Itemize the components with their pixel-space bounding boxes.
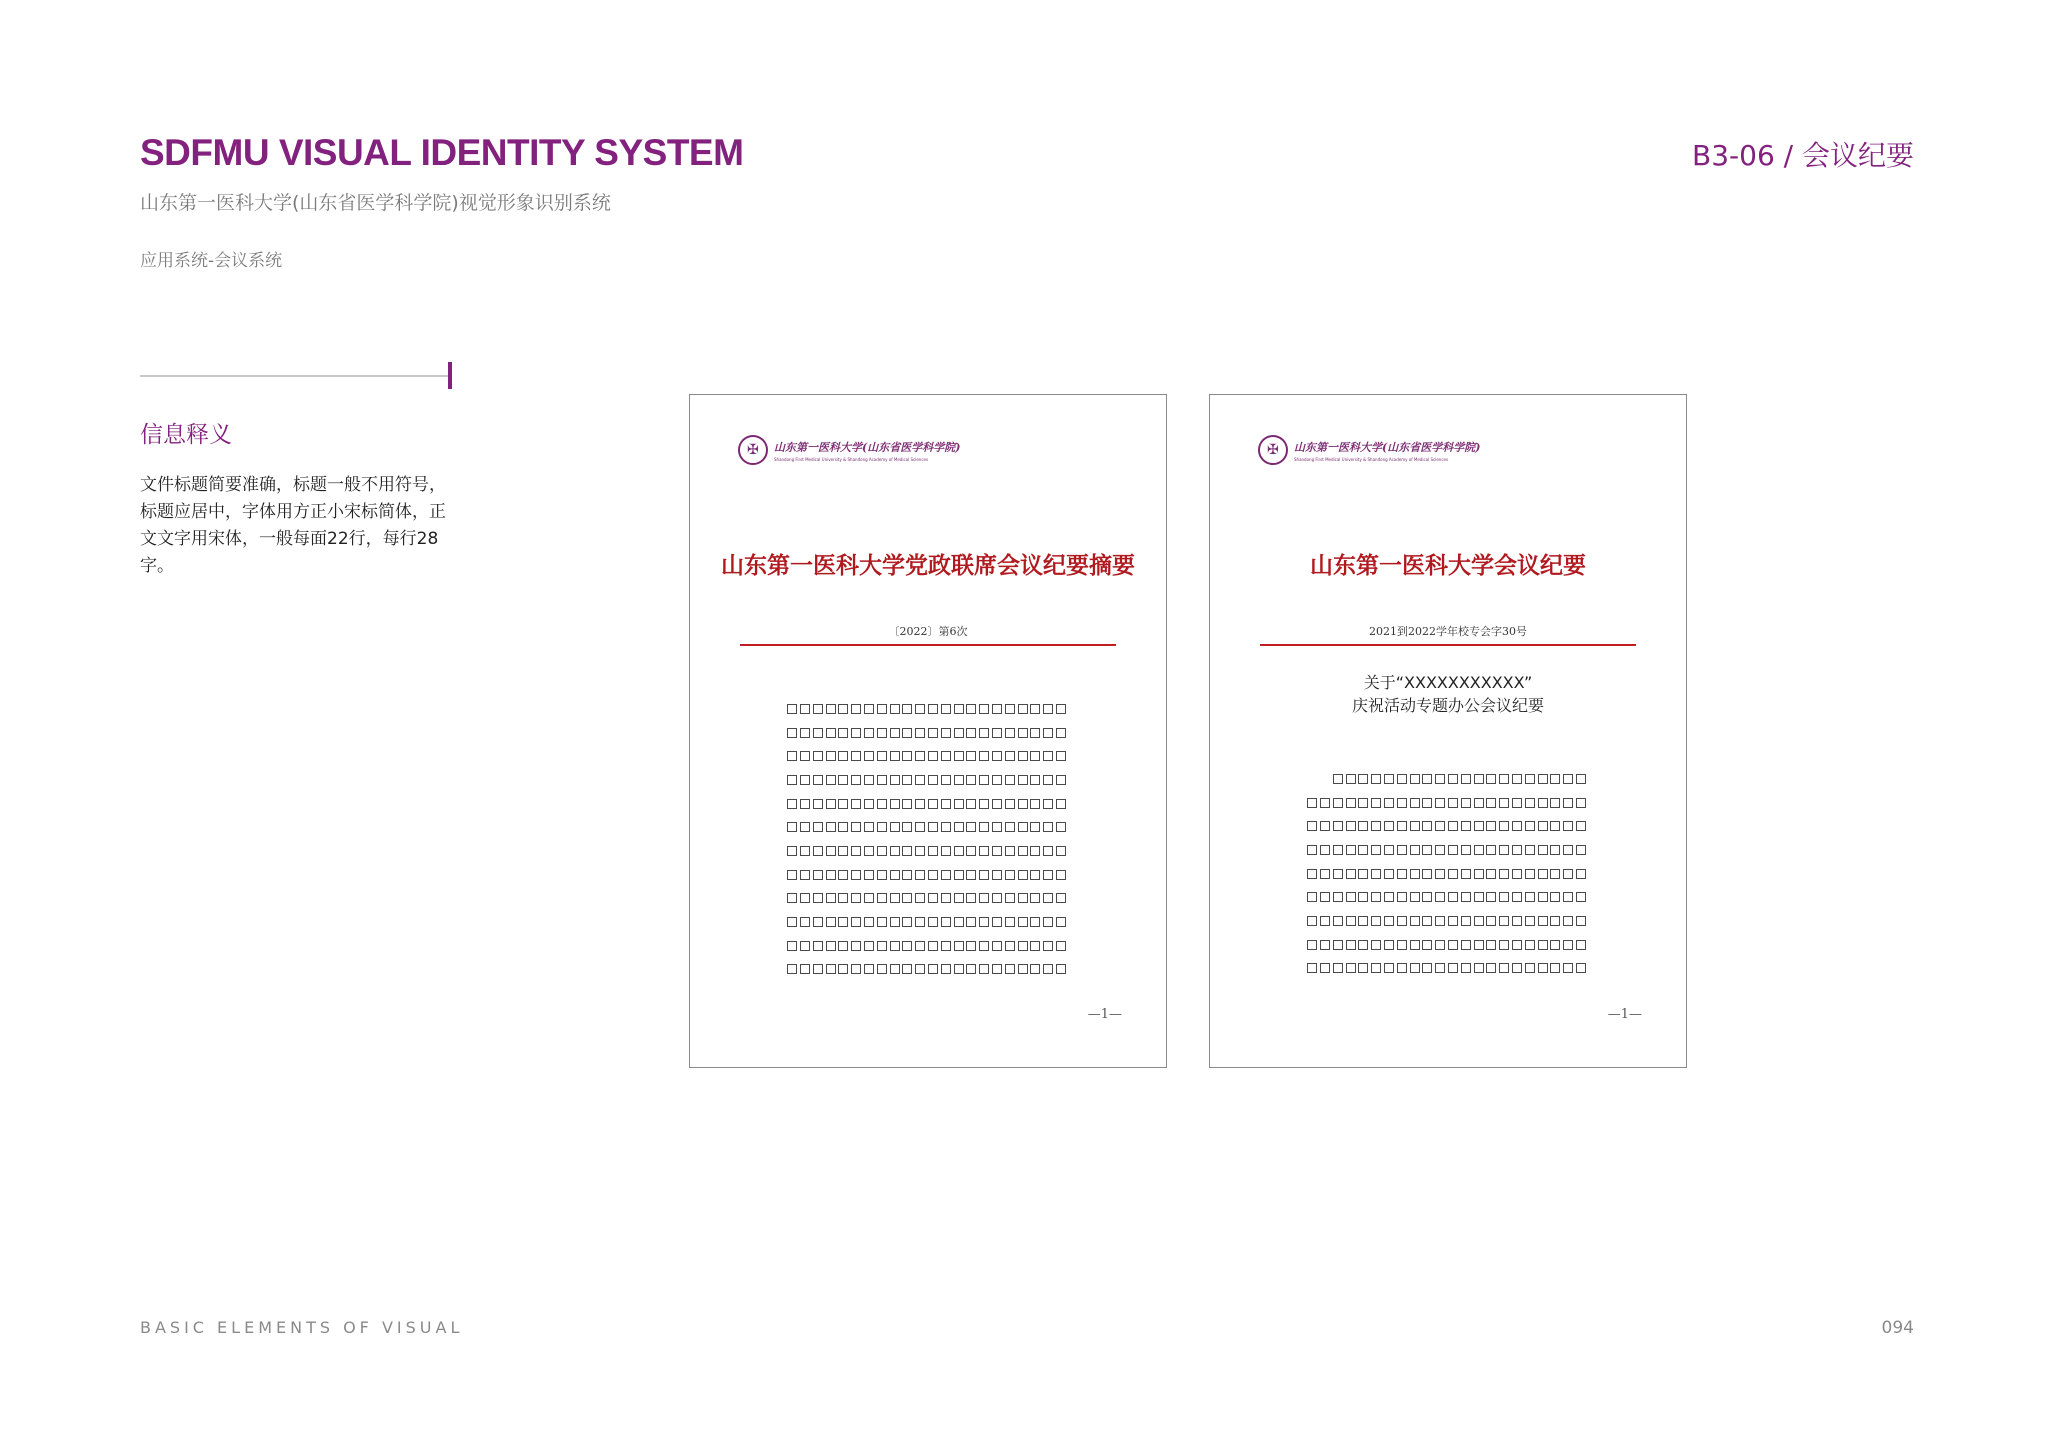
divider-accent-mark — [448, 362, 452, 389]
page-subtitle: 山东第一医科大学(山东省医学科学院)视觉形象识别系统 — [140, 192, 611, 214]
body-text-grid — [690, 697, 1166, 981]
university-logo — [738, 435, 960, 465]
university-logo — [1258, 435, 1480, 465]
body-text-line — [690, 910, 1166, 934]
body-text-line — [1210, 767, 1686, 791]
info-heading: 信息释义 — [140, 422, 232, 448]
body-text-line — [690, 934, 1166, 958]
document-number: 2021到2022学年校专会字30号 — [1369, 625, 1527, 638]
page-code: B3-06 / 会议纪要 — [1692, 139, 1914, 172]
body-text-line — [1210, 885, 1686, 909]
meeting-minutes-summary-document — [689, 394, 1167, 1068]
body-text-line — [690, 839, 1166, 863]
meeting-subject-heading — [1210, 671, 1686, 717]
document-page-number: —1— — [1607, 1007, 1642, 1022]
body-text-line — [1210, 862, 1686, 886]
section-divider — [140, 375, 450, 377]
body-text-line — [690, 721, 1166, 745]
body-text-line — [690, 697, 1166, 721]
university-seal-icon: ✠ — [1258, 435, 1288, 465]
body-text-line — [1210, 957, 1686, 981]
body-text-line — [690, 958, 1166, 982]
footer-caption: BASIC ELEMENTS OF VISUAL — [140, 1318, 464, 1337]
section-label: 应用系统-会议系统 — [140, 251, 283, 271]
meeting-minutes-document — [1209, 394, 1687, 1068]
red-separator-rule — [740, 644, 1116, 646]
document-title: 山东第一医科大学会议纪要 — [1310, 552, 1586, 579]
body-text-line — [1210, 791, 1686, 815]
body-text-line — [690, 815, 1166, 839]
meeting-subject-line-2: 庆祝活动专题办公会议纪要 — [1351, 696, 1544, 715]
body-text-line — [1210, 814, 1686, 838]
footer-page-number: 094 — [1881, 1318, 1914, 1338]
page-title: SDFMU VISUAL IDENTITY SYSTEM — [140, 132, 744, 173]
logo-english-name: Shandong First Medical University & Shandong Academy of Medical Sciences — [774, 456, 929, 462]
body-text-grid — [1210, 767, 1686, 980]
body-text-line — [690, 768, 1166, 792]
university-seal-icon: ✠ — [738, 435, 768, 465]
info-description: 文件标题简要准确，标题一般不用符号，标题应居中，字体用方正小宋标简体，正文文字用宋体，一般每面22行，每行28字。 — [140, 475, 446, 576]
red-separator-rule — [1260, 644, 1636, 646]
document-page-number: —1— — [1087, 1007, 1122, 1022]
body-text-line — [690, 792, 1166, 816]
body-text-line — [1210, 909, 1686, 933]
body-text-line — [690, 863, 1166, 887]
logo-english-name: Shandong First Medical University & Shandong Academy of Medical Sciences — [1294, 456, 1449, 462]
body-text-line — [1210, 838, 1686, 862]
body-text-line — [1210, 933, 1686, 957]
body-text-line — [690, 887, 1166, 911]
document-number: 〔2022〕第6次 — [888, 625, 968, 638]
logo-chinese-name: 山东第一医科大学(山东省医学科学院) — [774, 440, 961, 454]
meeting-subject-line-1: 关于“XXXXXXXXXXX” — [1363, 673, 1533, 692]
document-title: 山东第一医科大学党政联席会议纪要摘要 — [721, 552, 1135, 579]
logo-chinese-name: 山东第一医科大学(山东省医学科学院) — [1294, 440, 1481, 454]
body-text-line — [690, 744, 1166, 768]
